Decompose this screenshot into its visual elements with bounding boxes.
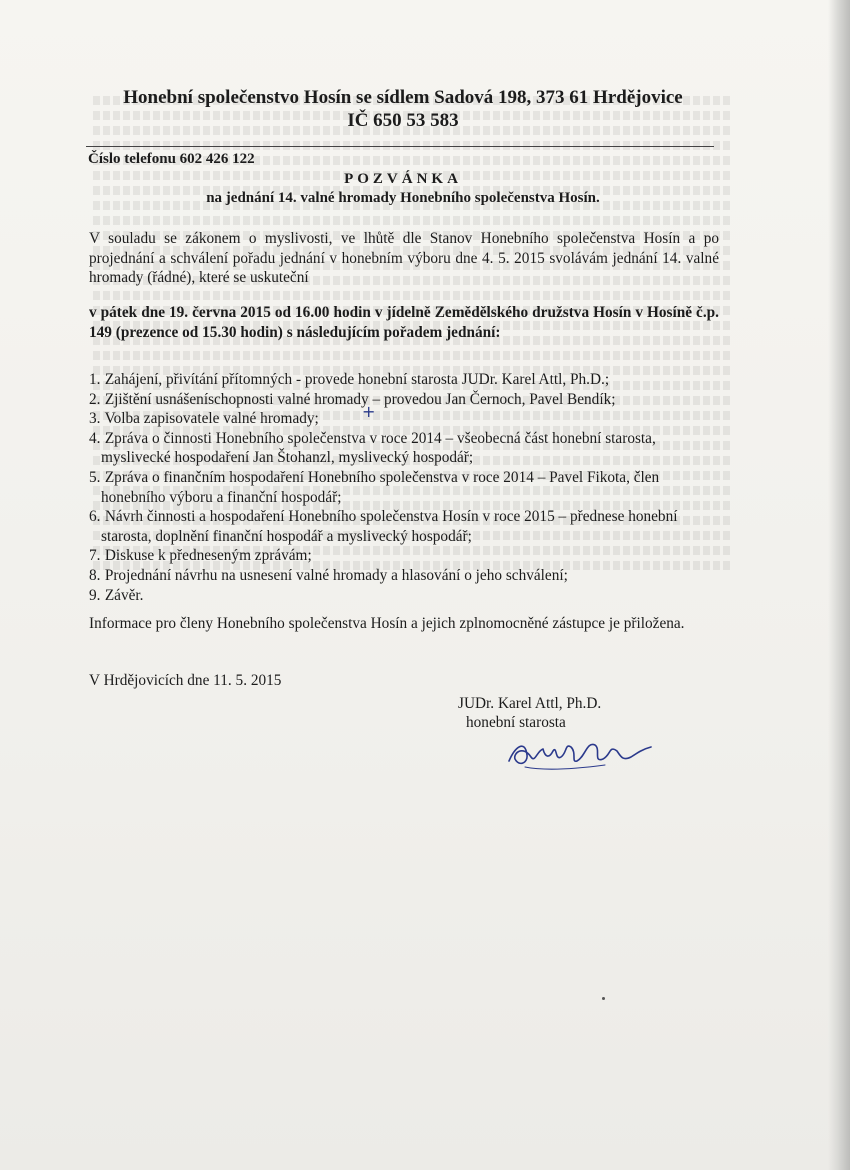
agenda-item: 4. Zpráva o činnosti Honebního společenstva v roce 2014 – všeobecná část honební starosta, myslivecké hospodaření Jan Štohanzl, myslivecký hospodář; — [89, 429, 656, 467]
handwritten-signature — [505, 727, 655, 777]
letterhead-name: Honební společenstvo Hosín se sídlem Sadová 198, 373 61 Hrdějovice — [123, 87, 683, 108]
intro-paragraph: V souladu se zákonem o myslivosti, ve lhůtě dle Stanov Honebního společenstva Hosín a po projednání a schválení pořadu jednání v honebním výboru dne 4. 5. 2015 svolávám jednání 14. valné hromady (řádné), které se uskuteční — [89, 230, 719, 286]
scan-speck — [602, 997, 605, 1000]
scan-edge-shadow — [828, 0, 850, 1170]
header-divider — [86, 146, 714, 147]
phone-number: Číslo telefonu 602 426 122 — [88, 151, 255, 167]
agenda-item: 3. Volba zapisovatele valné hromady; — [89, 410, 319, 428]
agenda-list — [89, 370, 721, 605]
info-paragraph: Informace pro členy Honebního společenstva Hosín a jejich zplnomocněné zástupce je přiložena. — [89, 615, 685, 632]
agenda-item: 1. Zahájení, přivítání přítomných - provede honební starosta JUDr. Karel Attl, Ph.D.; — [89, 371, 610, 388]
document-subtitle: na jednání 14. valné hromady Honebního společenstva Hosín. — [206, 190, 600, 206]
agenda-item: 7. Diskuse k předneseným zprávám; — [89, 547, 312, 565]
agenda-item: 5. Zpráva o finančním hospodaření Honebního společenstva v roce 2014 – Pavel Fikota, člen honebního výboru a finanční hospodář; — [89, 468, 660, 506]
handwritten-cross-mark: + — [362, 402, 376, 421]
agenda-item: 8. Projednání návrhu na usnesení valné hromady a hlasování o jeho schválení; — [89, 566, 568, 584]
signatory-name: JUDr. Karel Attl, Ph.D. — [458, 695, 602, 712]
agenda-item: 2. Zjištění usnášeníschopnosti valné hromady – provedou Jan Černoch, Pavel Bendík; — [89, 390, 616, 408]
agenda-item: 6. Návrh činnosti a hospodaření Honebního společenstva Hosín v roce 2015 – přednese honební starosta, doplnění finanční hospodář a myslivecký hospodář; — [89, 508, 678, 545]
agenda-item: 9. Závěr. — [89, 586, 144, 604]
letterhead-id: IČ 650 53 583 — [347, 110, 459, 131]
signatory-role: honební starosta — [466, 714, 566, 731]
meeting-details: v pátek dne 19. června 2015 od 16.00 hodin v jídelně Zemědělského družstva Hosín v Hosíně č.p. 149 (prezence od 15.30 hodin) s následujícím pořadem jednání: — [89, 304, 719, 341]
document-title: POZVÁNKA — [344, 171, 462, 187]
place-date: V Hrdějovicích dne 11. 5. 2015 — [89, 672, 282, 689]
